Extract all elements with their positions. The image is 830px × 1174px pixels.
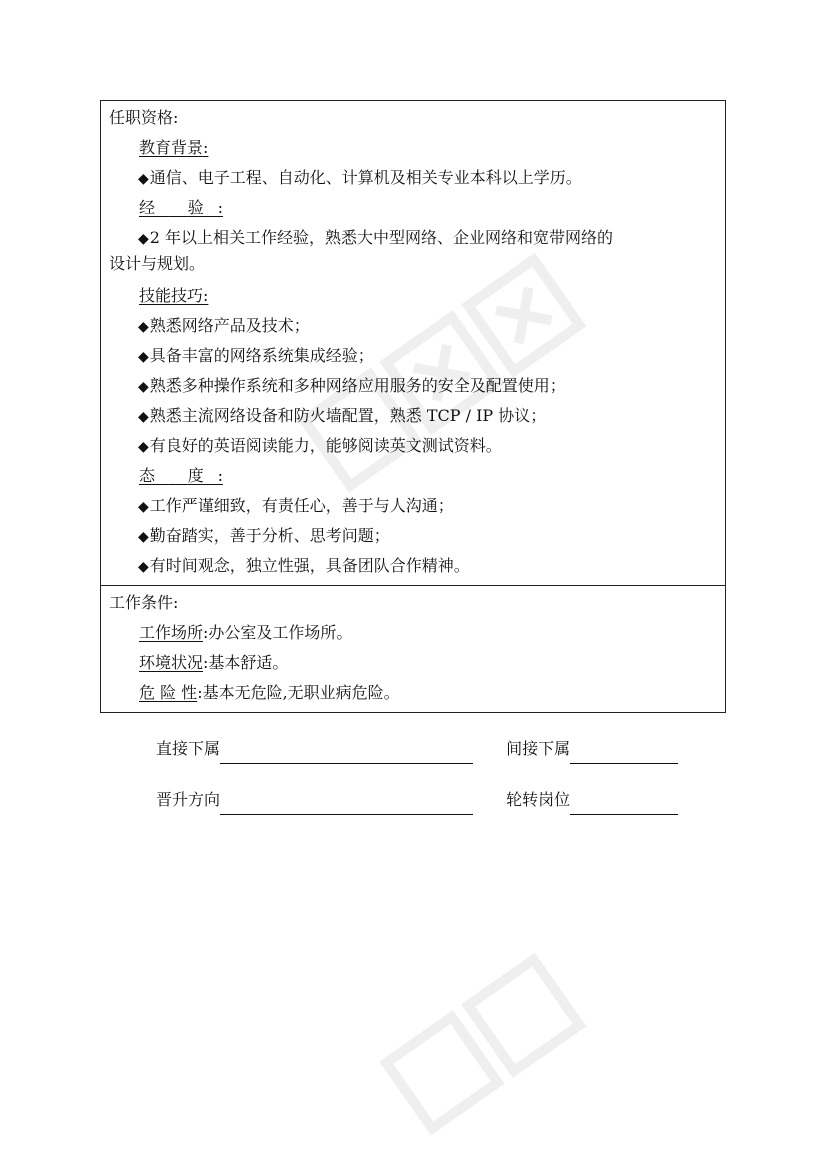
attitude-item: ◆勤奋踏实，善于分析、思考问题； [138,526,390,545]
attitude-item: ◆有时间观念，独立性强，具备团队合作精神。 [138,556,470,575]
skills-item: ◆熟悉主流网络设备和防火墙配置，熟悉 TCP / IP 协议； [138,406,547,425]
bullet-icon: ◆ [138,231,149,247]
education-heading: 教育背景: [139,138,209,157]
condition-environment: 环境状况:基本舒适。 [139,653,289,672]
conditions-title: 工作条件: [109,593,179,612]
education-item: ◆通信、电子工程、自动化、计算机及相关专业本科以上学历。 [138,168,582,187]
conditions-section [101,585,725,712]
bullet-icon: ◆ [138,529,149,545]
experience-heading: 经 验: [139,198,223,217]
bullet-icon: ◆ [138,319,149,335]
skills-item: ◆具备丰富的网络系统集成经验； [138,346,374,365]
condition-risk: 危 险 性:基本无危险,无职业病危险。 [139,683,400,702]
qualifications-title: 任职资格: [109,108,179,127]
promotion-label: 晋升方向 [156,790,221,809]
footer-row-career [156,785,678,815]
attitude-heading: 态 度: [139,466,223,485]
bullet-icon: ◆ [138,379,149,395]
skills-heading: 技能技巧: [139,286,209,305]
skills-item: ◆有良好的英语阅读能力，能够阅读英文测试资料。 [138,436,502,455]
bullet-icon: ◆ [138,171,149,187]
qualifications-section [101,101,725,585]
bullet-icon: ◆ [138,559,149,575]
job-spec-table [100,100,726,713]
experience-item-continued: 设计与规划。 [109,254,206,273]
skills-item: ◆熟悉网络产品及技术； [138,316,310,335]
rotation-field[interactable] [570,792,678,815]
condition-place: 工作场所:办公室及工作场所。 [139,623,353,642]
attitude-item: ◆工作严谨细致，有责任心，善于与人沟通； [138,496,454,515]
bullet-icon: ◆ [138,349,149,365]
experience-item: ◆2 年以上相关工作经验，熟悉大中型网络、企业网络和宽带网络的 [138,228,614,247]
bullet-icon: ◆ [138,409,149,425]
indirect-subordinate-label: 间接下属 [506,739,571,758]
footer-row-subordinates [156,734,678,764]
bullet-icon: ◆ [138,439,149,455]
rotation-label: 轮转岗位 [506,790,571,809]
indirect-subordinate-field[interactable] [570,741,678,764]
direct-subordinate-label: 直接下属 [156,739,221,758]
direct-subordinate-field[interactable] [220,741,473,764]
skills-item: ◆熟悉多种操作系统和多种网络应用服务的安全及配置使用； [138,376,566,395]
bullet-icon: ◆ [138,499,149,515]
promotion-field[interactable] [220,792,473,815]
